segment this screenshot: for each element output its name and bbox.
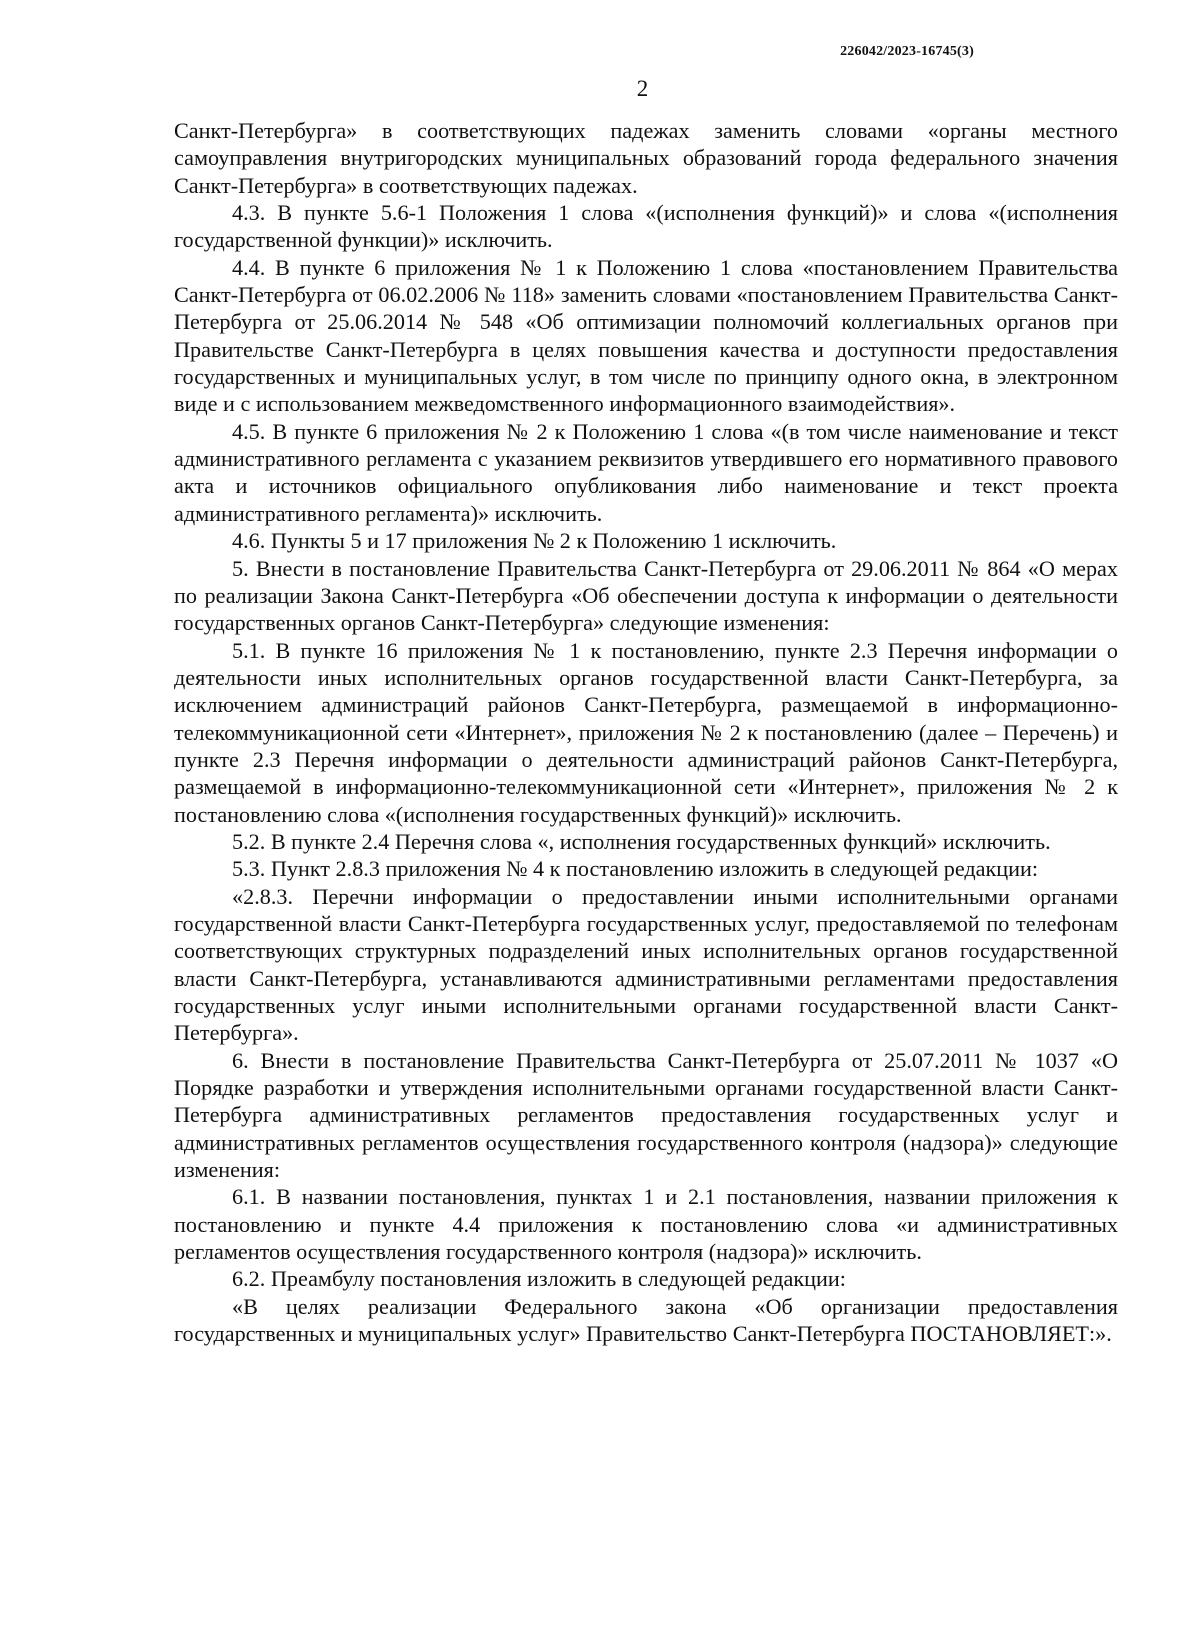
- paragraph-4-5: 4.5. В пункте 6 приложения № 2 к Положению 1 слова «(в том числе наименование и текст административного регламента с указанием реквизитов утвердившего его нормативного правового акта и источников официального опубликования либо наименование и текст проекта административного регламента)» исключить.: [174, 418, 1118, 526]
- paragraph-4-3: 4.3. В пункте 5.6-1 Положения 1 слова «(исполнения функций)» и слова «(исполнения государственной функции)» исключить.: [174, 200, 1118, 253]
- paragraph-4-6: 4.6. Пункты 5 и 17 приложения № 2 к Положению 1 исключить.: [232, 528, 837, 554]
- paragraph-5-3: 5.3. Пункт 2.8.3 приложения № 4 к постановлению изложить в следующей редакции:: [232, 856, 1039, 882]
- paragraph-5-1: 5.1. В пункте 16 приложения № 1 к постановлению, пункте 2.3 Перечня информации о деятельности иных исполнительных органов государственной власти Санкт-Петербурга, за исключением администраций районов Санкт-Петербурга, размещаемой в информационно-телекоммуникационной сети «Интернет», приложения № 2 к постановлению (далее – Перечень) и пункте 2.3 Перечня информации о деятельности администраций районов Санкт-Петербурга, размещаемой в информационно-телекоммуникационной сети «Интернет», приложения № 2 к постановлению слова «(исполнения государственных функций)» исключить.: [174, 637, 1118, 827]
- paragraph-6: 6. Внести в постановление Правительства Санкт-Петербурга от 25.07.2011 № 1037 «О Порядке разработки и утверждения исполнительными органами государственной власти Санкт-Петербурга административных регламентов предоставления государственных услуг и административных регламентов осуществления государственного контроля (надзора)» следующие изменения:: [174, 1047, 1118, 1183]
- document-body: [174, 117, 1118, 1347]
- paragraph-5: 5. Внести в постановление Правительства Санкт-Петербурга от 29.06.2011 № 864 «О мерах по реализации Закона Санкт-Петербурга «Об обеспечении доступа к информации о деятельности государственных органов Санкт-Петербурга» следующие изменения:: [174, 555, 1118, 636]
- paragraph-2-8-3-quote: «2.8.3. Перечни информации о предоставлении иными исполнительными органами государственной власти Санкт-Петербурга государственных услуг, предоставляемой по телефонам соответствующих структурных подразделений иных исполнительных органов государственной власти Санкт-Петербурга, устанавливаются административными регламентами предоставления государственных услуг иными исполнительными органами государственной власти Санкт-Петербурга».: [174, 883, 1118, 1046]
- paragraph-6-1: 6.1. В названии постановления, пунктах 1 и 2.1 постановления, названии приложения к постановлению и пункте 4.4 приложения к постановлению слова «и административных регламентов осуществления государственного контроля (надзора)» исключить.: [174, 1184, 1118, 1265]
- paragraph-4-4: 4.4. В пункте 6 приложения № 1 к Положению 1 слова «постановлением Правительства Санкт-Петербурга от 06.02.2006 № 118» заменить словами «постановлением Правительства Санкт-Петербурга от 25.06.2014 № 548 «Об оптимизации полномочий коллегиальных органов при Правительстве Санкт-Петербурга в целях повышения качества и доступности предоставления государственных и муниципальных услуг, в том числе по принципу одного окна, в электронном виде и с использованием межведомственного информационного взаимодействия».: [174, 254, 1118, 417]
- page-number: 2: [636, 76, 649, 101]
- paragraph-5-2: 5.2. В пункте 2.4 Перечня слова «, исполнения государственных функций» исключить.: [232, 828, 1051, 854]
- document-registration-number: 226042/2023-16745(3): [840, 44, 974, 59]
- paragraph-preamble-quote: «В целях реализации Федерального закона «Об организации предоставления государственных и муниципальных услуг» Правительство Санкт-Петербурга ПОСТАНОВЛЯЕТ:».: [174, 1293, 1118, 1347]
- paragraph-continuation: Санкт-Петербурга» в соответствующих падежах заменить словами «органы местного самоуправления внутригородских муниципальных образований города федерального значения Санкт-Петербурга» в соответствующих падежах.: [174, 118, 1118, 198]
- paragraph-6-2: 6.2. Преамбулу постановления изложить в следующей редакции:: [232, 1266, 846, 1292]
